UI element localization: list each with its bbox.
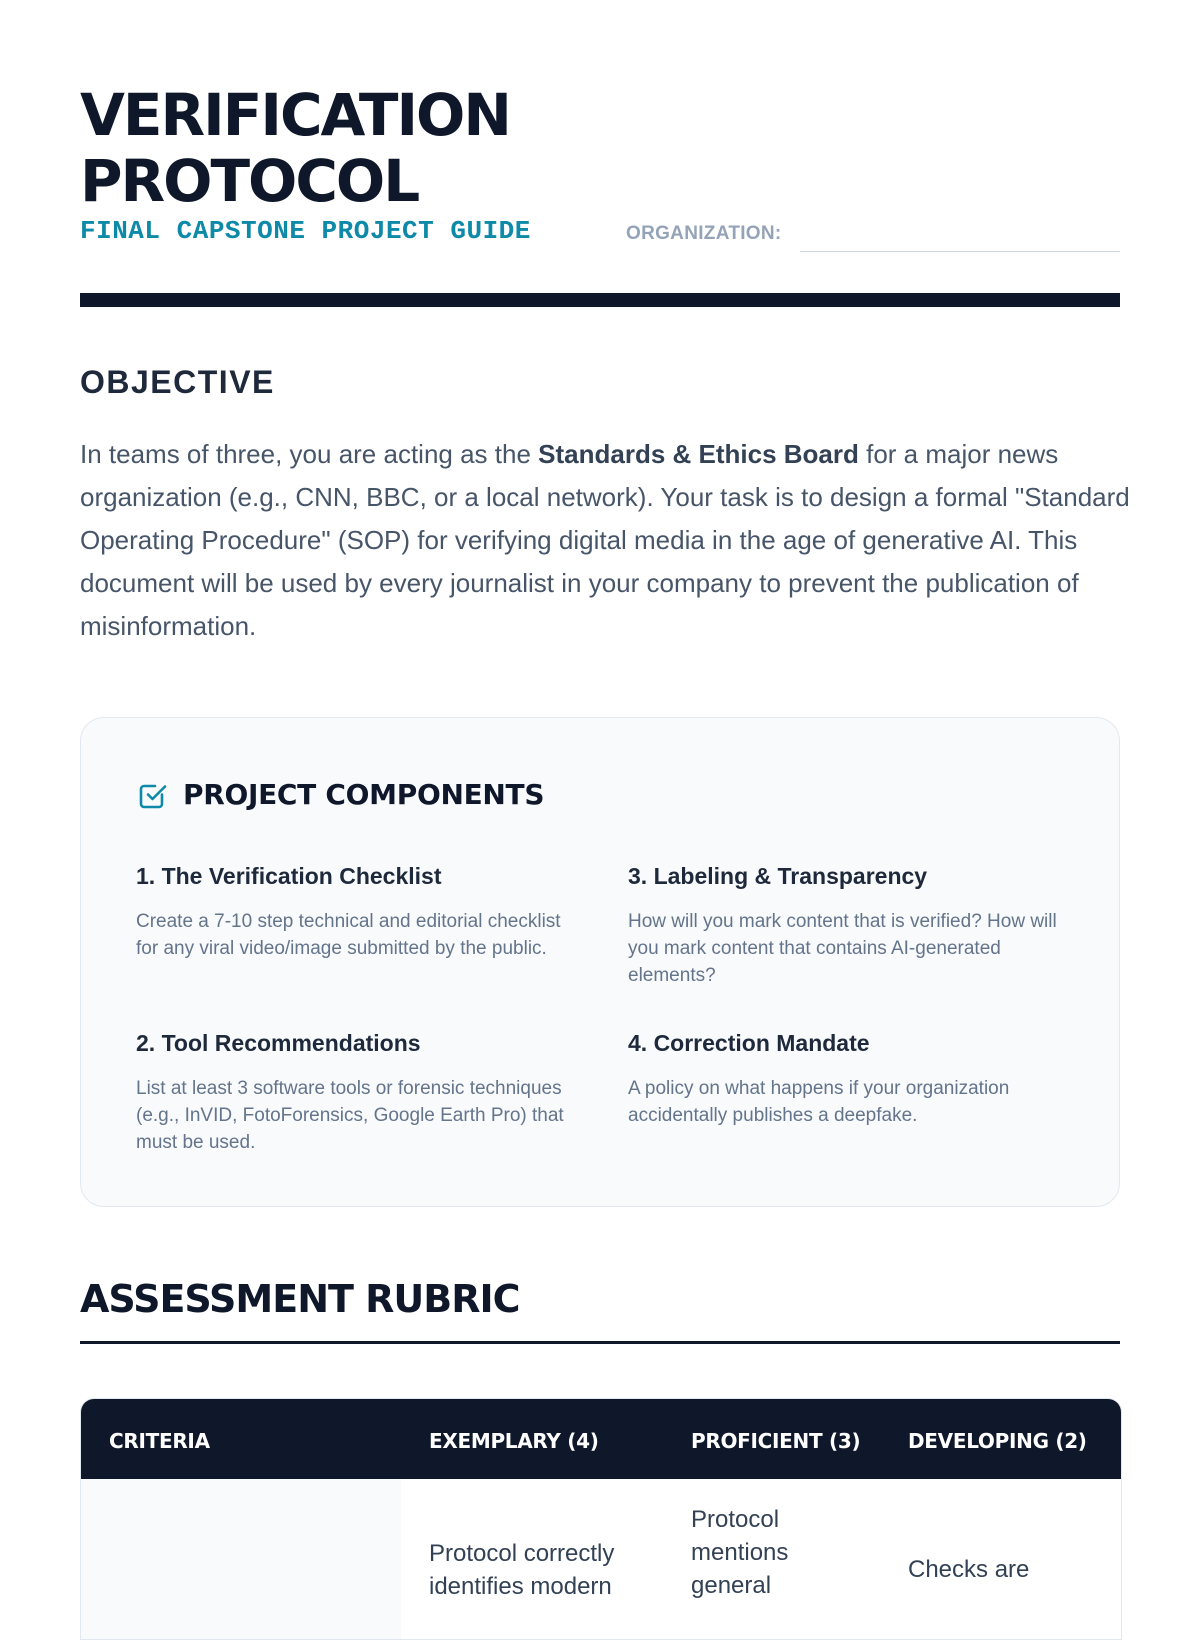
organization-input-line[interactable]: [800, 251, 1120, 252]
developing-cell: Checks are: [908, 1556, 1030, 1583]
organization-label: ORGANIZATION:: [626, 223, 782, 244]
component-item-correction: [628, 1030, 1068, 1129]
objective-heading: OBJECTIVE: [80, 364, 275, 400]
column-header-proficient: PROFICIENT (3): [691, 1429, 861, 1453]
objective-text-after: for a major news organization (e.g., CNN, BBC, or a local network). Your task is to design a formal "Standard Operating Procedure" (SOP) for verifying digital media in the age of generative AI. This document will be used by every journalist in your company to prevent the publication of misinformation.: [80, 439, 1130, 641]
criteria-cell: [81, 1479, 401, 1639]
component-item-labeling: [628, 863, 1068, 989]
column-header-exemplary: EXEMPLARY (4): [429, 1429, 599, 1453]
rubric-table: [80, 1398, 1122, 1640]
page-title: [80, 82, 510, 214]
checkbox-icon: [137, 779, 169, 811]
column-header-developing: DEVELOPING (2): [908, 1429, 1087, 1453]
component-title: 4. Correction Mandate: [628, 1030, 870, 1056]
page-subtitle: FINAL CAPSTONE PROJECT GUIDE: [80, 216, 531, 246]
objective-paragraph: [80, 433, 1130, 648]
objective-text-bold: Standards & Ethics Board: [538, 439, 859, 469]
title-line-1: VERIFICATION: [80, 81, 510, 149]
objective-text-before: In teams of three, you are acting as the: [80, 439, 539, 469]
exemplary-cell: Protocol correctly identifies modern: [429, 1540, 615, 1600]
component-title: 1. The Verification Checklist: [136, 863, 442, 889]
component-description: A policy on what happens if your organization accidentally publishes a deepfake.: [628, 1078, 1010, 1126]
proficient-cell: Protocol mentions general: [691, 1506, 789, 1599]
component-description: How will you mark content that is verified? How will you mark content that contains AI-generated elements?: [628, 911, 1057, 986]
rubric-divider: [80, 1341, 1120, 1344]
rubric-heading: ASSESSMENT RUBRIC: [80, 1277, 520, 1321]
project-components-card: [80, 717, 1120, 1207]
components-title: PROJECT COMPONENTS: [183, 778, 545, 811]
component-item-tools: [136, 1030, 576, 1156]
component-title: 3. Labeling & Transparency: [628, 863, 928, 889]
components-heading: [137, 778, 544, 811]
title-line-2: PROTOCOL: [80, 147, 419, 215]
header-divider: [80, 293, 1120, 307]
column-header-criteria: CRITERIA: [109, 1429, 210, 1453]
component-title: 2. Tool Recommendations: [136, 1030, 421, 1056]
component-description: List at least 3 software tools or forensic techniques (e.g., InVID, FotoForensics, Google Earth Pro) that must be used.: [136, 1078, 564, 1153]
component-item-checklist: [136, 863, 576, 962]
component-description: Create a 7-10 step technical and editorial checklist for any viral video/image submitted by the public.: [136, 911, 561, 959]
rubric-header-row: [81, 1399, 1121, 1479]
